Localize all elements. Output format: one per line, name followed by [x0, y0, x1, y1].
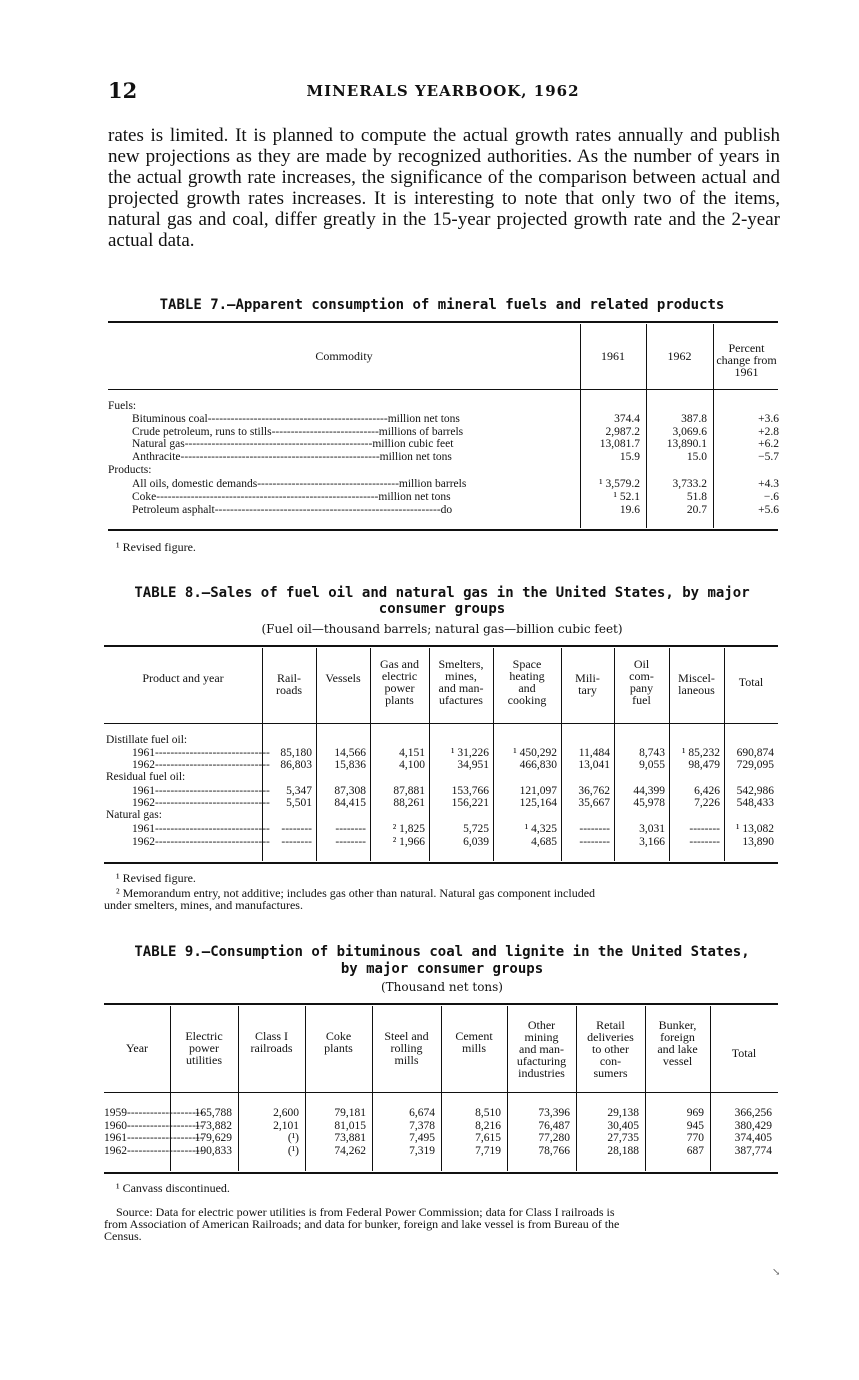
table7-cell-1961: ¹ 52.1 — [613, 491, 640, 503]
table9-cell: 165,788 — [194, 1107, 232, 1119]
table9-header-cell: Cement mills — [455, 1029, 493, 1055]
table7-cell-change: −5.7 — [758, 451, 779, 463]
table8-cell: 34,951 — [457, 759, 489, 771]
table9-cell: (¹) — [287, 1145, 299, 1157]
table9-title-line1: TABLE 9.—Consumption of bituminous coal and lignite in the United States, — [134, 944, 750, 960]
table8-header-cell: Smelters, mines, and man- ufactures — [438, 657, 484, 707]
table9-cell: 76,487 — [538, 1120, 570, 1132]
table8-cell: -------- — [281, 823, 312, 835]
table8-cell: -------- — [281, 836, 312, 848]
table8-cell: 36,762 — [578, 785, 610, 797]
table9-header-cell: Steel and rolling mills — [384, 1029, 429, 1067]
table8-cell: 125,164 — [519, 797, 557, 809]
table7-cell-1962: 3,069.6 — [672, 426, 707, 438]
table8-cell: 44,399 — [633, 785, 665, 797]
table9-title-line2: by major consumer groups — [340, 961, 544, 977]
table8-top-rule — [104, 645, 778, 647]
table9-cell: 7,495 — [409, 1132, 435, 1144]
table8-footnote2-line1: ² Memorandum entry, not additive; includes gas other than natural. Natural gas component included — [116, 886, 596, 900]
table8-cell: -------- — [689, 823, 720, 835]
table7-header-change: Percent change from 1961 — [716, 341, 777, 379]
table9-cell: 7,378 — [409, 1120, 435, 1132]
table8-cell: 87,308 — [334, 785, 366, 797]
table8-cell: 86,803 — [280, 759, 312, 771]
table8-cell: 11,484 — [578, 747, 610, 759]
table8-cell: ² 1,825 — [392, 823, 425, 835]
table7-title: TABLE 7.—Apparent consumption of mineral fuels and related products — [159, 297, 725, 313]
table9-cell: 77,280 — [538, 1132, 570, 1144]
table9-cell: 7,615 — [475, 1132, 501, 1144]
table8-row-year: 1961------------------------------ — [132, 747, 270, 759]
table8-cell: 6,426 — [694, 785, 720, 797]
table7-cell-1961: 15.9 — [619, 451, 640, 463]
table9-source-line3: Census. — [104, 1229, 142, 1243]
table7-row-label: Crude petroleum, runs to stills----------------------------millions of barrels — [132, 426, 464, 438]
table8-cell: 156,221 — [451, 797, 489, 809]
table9-row-year: 1962-------------------- — [104, 1145, 204, 1157]
table9-cell: 74,262 — [334, 1145, 366, 1157]
table7-header-commodity: Commodity — [315, 349, 373, 363]
table9-cell: 28,188 — [607, 1145, 639, 1157]
table8-bottom-rule — [104, 862, 778, 864]
table8-cell: 13,890 — [742, 836, 774, 848]
table8-cell: 542,986 — [736, 785, 774, 797]
table8-cell: 5,725 — [463, 823, 489, 835]
table8-cell: 121,097 — [519, 785, 557, 797]
table9-header-cell: Coke plants — [324, 1029, 353, 1055]
table9-header-cell: Class I railroads — [250, 1029, 293, 1055]
table9-header-cell: Bunker, foreign and lake vessel — [657, 1018, 698, 1068]
table7-header-rule — [108, 389, 778, 390]
table9-cell: 6,674 — [409, 1107, 435, 1119]
table8-cell: 5,347 — [286, 785, 312, 797]
table9-cell: (¹) — [287, 1132, 299, 1144]
table8-row-year: 1962------------------------------ — [132, 797, 270, 809]
table8-group-label: Distillate fuel oil: — [106, 734, 188, 746]
table8-subtitle: (Fuel oil—thousand barrels; natural gas—billion cubic feet) — [261, 622, 623, 636]
table7-row-label: Anthracite----------------------------------------------------million net tons — [132, 451, 452, 463]
table8-header-cell: Oil com- pany fuel — [629, 657, 654, 707]
scan-mark-icon: ↘ — [772, 1267, 781, 1278]
table8-cell: 9,055 — [639, 759, 665, 771]
running-title: MINERALS YEARBOOK, 1962 — [306, 82, 580, 100]
table8-header-cell: Mili- tary — [575, 671, 600, 697]
table9-cell: 2,600 — [273, 1107, 299, 1119]
table9-cell: 380,429 — [734, 1120, 772, 1132]
table9-source-line2: from Association of American Railroads; and data for bunker, foreign and lake vessel is from Bureau of the — [104, 1217, 620, 1231]
table7-group-label: Products: — [108, 464, 152, 476]
table7-cell-1962: 51.8 — [686, 491, 707, 503]
page-number: 12 — [108, 78, 138, 103]
table8-cell: 3,031 — [639, 823, 665, 835]
table8-footnote2-line2: under smelters, mines, and manufactures. — [104, 898, 303, 912]
table9-cell: 29,138 — [607, 1107, 639, 1119]
table9-header-cell: Other mining and man- ufacturing industries — [516, 1018, 567, 1080]
table8-cell: 87,881 — [393, 785, 425, 797]
table9-cell: 30,405 — [607, 1120, 639, 1132]
table8-cell: ¹ 4,325 — [524, 823, 557, 835]
table9-cell: 78,766 — [538, 1145, 570, 1157]
table9-cell: 173,882 — [194, 1120, 232, 1132]
table9-source-line1: Source: Data for electric power utilities is from Federal Power Commission; data for Class I railroads is — [116, 1205, 615, 1219]
table7-cell-change: +3.6 — [758, 413, 779, 425]
table7-cell-change: +5.6 — [758, 504, 779, 516]
table8-cell: 729,095 — [736, 759, 774, 771]
table8-header-cell: Product and year — [142, 671, 224, 685]
table8-cell: 6,039 — [463, 836, 489, 848]
table9-cell: 8,216 — [475, 1120, 501, 1132]
table9-header-cell: Total — [731, 1046, 757, 1060]
table7-cell-1962: 387.8 — [681, 413, 707, 425]
table9-cell: 179,629 — [194, 1132, 232, 1144]
table7-group-label: Fuels: — [108, 400, 137, 412]
table9-cell: 8,510 — [475, 1107, 501, 1119]
table9-cell: 7,319 — [409, 1145, 435, 1157]
table9-header-cell: Retail deliveries to other con- sumers — [587, 1018, 634, 1080]
table7-cell-change: +4.3 — [758, 478, 779, 490]
table9-top-rule — [104, 1003, 778, 1005]
table9-cell: 190,833 — [194, 1145, 232, 1157]
table8-cell: ¹ 31,226 — [451, 747, 489, 759]
table9-cell: 73,396 — [538, 1107, 570, 1119]
table7-cell-1962: 15.0 — [686, 451, 707, 463]
table7-cell-1962: 20.7 — [686, 504, 707, 516]
table8-cell: 690,874 — [736, 747, 774, 759]
table9-header-cell: Electric power utilities — [185, 1029, 223, 1067]
table7-row-label: Petroleum asphalt-----------------------------------------------------------do — [132, 504, 453, 516]
table7-cell-1961: 19.6 — [619, 504, 640, 516]
table9-footnote: ¹ Canvass discontinued. — [116, 1181, 230, 1195]
table8-cell: -------- — [579, 823, 610, 835]
table9-cell: 387,774 — [734, 1145, 772, 1157]
table7-bottom-rule — [108, 529, 778, 531]
table9-cell: 2,101 — [273, 1120, 299, 1132]
table8-cell: ¹ 450,292 — [513, 747, 557, 759]
body-paragraph: rates is limited. It is planned to compute the actual growth rates annually and publish new projections as they are made by recognized authorities. As the number of years in the actual growth rate increases, the significance of the comparison between actual and projected growth rates increases. It is interesting to note that only two of the items, natural gas and coal, differ greatly in the 15-year projected growth rate and the 2-year actual data. — [108, 125, 780, 251]
table9-cell: 374,405 — [734, 1132, 772, 1144]
table9-cell: 73,881 — [334, 1132, 366, 1144]
table7-footnote: ¹ Revised figure. — [116, 540, 196, 554]
table7-header-1961: 1961 — [601, 349, 625, 363]
table8-cell: 5,501 — [286, 797, 312, 809]
table8-cell: 85,180 — [280, 747, 312, 759]
table8-row-year: 1961------------------------------ — [132, 823, 270, 835]
table9-cell: 969 — [686, 1107, 704, 1119]
table7-cell-change: +6.2 — [758, 438, 779, 450]
table7-row-label: Natural gas-------------------------------------------------million cubic feet — [132, 438, 454, 450]
table7-cell-1962: 3,733.2 — [672, 478, 707, 490]
table8-cell: 4,685 — [531, 836, 557, 848]
table9-row-year: 1961-------------------- — [104, 1132, 204, 1144]
table7-cell-1962: 13,890.1 — [666, 438, 707, 450]
table8-cell: ² 1,966 — [392, 836, 425, 848]
table9-header-cell: Year — [125, 1041, 149, 1055]
table8-cell: 88,261 — [393, 797, 425, 809]
table8-cell: 45,978 — [633, 797, 665, 809]
table8-cell: 14,566 — [334, 747, 366, 759]
table9-subtitle: (Thousand net tons) — [381, 980, 503, 994]
table8-row-year: 1961------------------------------ — [132, 785, 270, 797]
table7-cell-1961: 13,081.7 — [599, 438, 640, 450]
table7-top-rule — [108, 321, 778, 323]
table8-header-rule — [104, 723, 778, 724]
table8-cell: -------- — [579, 836, 610, 848]
table8-header-cell: Gas and electric power plants — [380, 657, 419, 707]
table8-cell: 84,415 — [334, 797, 366, 809]
table8-cell: 4,100 — [399, 759, 425, 771]
table8-cell: 548,433 — [736, 797, 774, 809]
page-header — [108, 78, 778, 108]
table7-row-label: Bituminous coal-----------------------------------------------million net tons — [132, 413, 460, 425]
table7-cell-1961: ¹ 3,579.2 — [599, 478, 640, 490]
table9-row-year: 1960-------------------- — [104, 1120, 204, 1132]
table8-cell: 98,479 — [688, 759, 720, 771]
table8-title-line1: TABLE 8.—Sales of fuel oil and natural gas in the United States, by major — [134, 585, 750, 601]
table8-header-cell: Total — [738, 675, 764, 689]
table8-cell: 4,151 — [399, 747, 425, 759]
table8-row-year: 1962------------------------------ — [132, 836, 270, 848]
table8-cell: 7,226 — [694, 797, 720, 809]
table8-cell: ¹ 13,082 — [736, 823, 774, 835]
table8-cell: 15,836 — [334, 759, 366, 771]
table8-cell: 35,667 — [578, 797, 610, 809]
table8-cell: ¹ 85,232 — [682, 747, 720, 759]
table8-cell: 466,830 — [519, 759, 557, 771]
table7-row-label: Coke----------------------------------------------------------million net tons — [132, 491, 451, 503]
table8-cell: -------- — [689, 836, 720, 848]
table8-cell: 13,041 — [578, 759, 610, 771]
table8-header-cell: Rail- roads — [276, 671, 302, 697]
table8-cell: -------- — [335, 836, 366, 848]
table7-cell-change: +2.8 — [758, 426, 779, 438]
table9-row-year: 1959-------------------- — [104, 1107, 204, 1119]
table9-cell: 687 — [686, 1145, 704, 1157]
table9-cell: 945 — [686, 1120, 704, 1132]
table7-cell-1961: 374.4 — [614, 413, 640, 425]
table9-cell: 81,015 — [334, 1120, 366, 1132]
table8-title-line2: consumer groups — [378, 601, 506, 617]
table9-bottom-rule — [104, 1172, 778, 1174]
table7-cell-change: −.6 — [763, 491, 779, 503]
table8-header-cell: Space heating and cooking — [507, 657, 547, 707]
table9-cell: 27,735 — [607, 1132, 639, 1144]
table7-cell-1961: 2,987.2 — [605, 426, 640, 438]
table8-header-cell: Miscel- laneous — [678, 671, 715, 697]
table9-cell: 366,256 — [734, 1107, 772, 1119]
table8-cell: 3,166 — [639, 836, 665, 848]
table8-cell: 153,766 — [451, 785, 489, 797]
table8-cell: 8,743 — [639, 747, 665, 759]
table7-header-1962: 1962 — [667, 349, 692, 363]
table9-cell: 7,719 — [475, 1145, 501, 1157]
table9-cell: 79,181 — [334, 1107, 366, 1119]
table8-header-cell: Vessels — [325, 671, 361, 685]
table8-group-label: Residual fuel oil: — [106, 771, 186, 783]
table8-cell: -------- — [335, 823, 366, 835]
table8-footnote1: ¹ Revised figure. — [116, 871, 196, 885]
table8-group-label: Natural gas: — [106, 809, 162, 821]
table8-row-year: 1962------------------------------ — [132, 759, 270, 771]
table7-row-label: All oils, domestic demands-------------------------------------million barrels — [132, 478, 467, 490]
table9-cell: 770 — [686, 1132, 704, 1144]
